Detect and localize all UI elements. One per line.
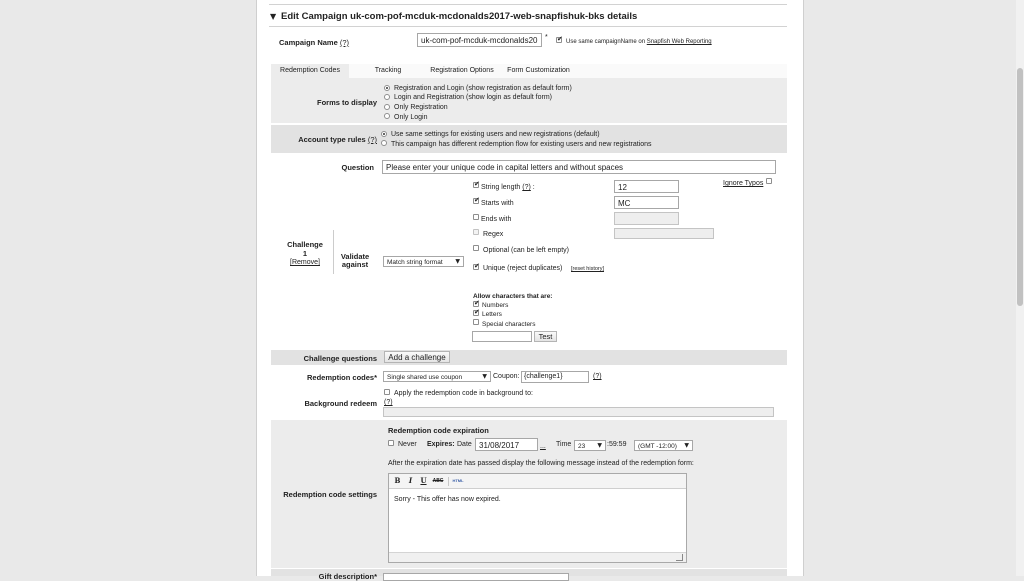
- account-rules-different-flow-radio[interactable]: [381, 140, 387, 146]
- expiration-title: Redemption code expiration: [388, 426, 489, 435]
- dropdown-arrow-icon: ▼: [684, 442, 689, 449]
- timezone-value: (GMT -12:00): [638, 443, 677, 450]
- never-expires-label: Never: [398, 441, 417, 448]
- validate-against-select[interactable]: [383, 256, 464, 267]
- challenge-label: [283, 240, 327, 258]
- expires-label: Expires:: [427, 441, 455, 448]
- underline-button[interactable]: U: [420, 476, 427, 485]
- redemption-code-settings-label: Redemption code settings: [283, 490, 377, 499]
- expiration-message-text[interactable]: Sorry - This offer has now expired.: [394, 496, 501, 503]
- forms-option-registration-login-label: Registration and Login (show registration as default form): [394, 85, 572, 92]
- tab-redemption-codes[interactable]: Redemption Codes: [271, 64, 349, 78]
- expiration-message-editor: [388, 473, 687, 563]
- allow-special-checkbox[interactable]: [473, 319, 479, 325]
- optional-checkbox[interactable]: [473, 245, 479, 251]
- snapfish-web-reporting-link[interactable]: Snapfish Web Reporting: [646, 39, 712, 45]
- string-length-colon: :: [532, 184, 535, 191]
- timezone-select[interactable]: [634, 440, 693, 451]
- forms-option-registration-login-radio[interactable]: [384, 85, 390, 91]
- forms-option-login-registration-label: Login and Registration (show login as default form): [394, 94, 552, 101]
- resize-handle-icon[interactable]: [676, 554, 683, 561]
- background-redeem-help-link[interactable]: (?): [384, 399, 393, 406]
- unique-checkbox[interactable]: [473, 264, 479, 270]
- campaign-name-required-mark: *: [545, 34, 548, 41]
- redemption-codes-label: Redemption codes*: [306, 373, 377, 382]
- dropdown-arrow-icon: ▼: [597, 442, 602, 449]
- coupon-label: Coupon:: [493, 373, 520, 380]
- remove-challenge-link[interactable]: [Remove]: [290, 259, 320, 266]
- question-label: Question: [341, 163, 374, 172]
- allow-numbers-checkbox[interactable]: [473, 301, 479, 307]
- minute-seconds-label: :59:59: [607, 441, 627, 448]
- ends-with-input[interactable]: [614, 212, 679, 225]
- toolbar-separator: [448, 477, 449, 486]
- regex-label: Regex: [483, 231, 504, 238]
- redemption-codes-value: Single shared use coupon: [387, 374, 463, 381]
- string-length-checkbox[interactable]: [473, 182, 479, 188]
- starts-with-checkbox[interactable]: [473, 198, 479, 204]
- account-rules-same-settings-label: Use same settings for existing users and new registrations (default): [391, 131, 600, 138]
- allow-characters-label: Allow characters that are:: [473, 293, 553, 300]
- page-content: [256, 0, 804, 581]
- allow-letters-checkbox[interactable]: [473, 310, 479, 316]
- ends-with-checkbox[interactable]: [473, 214, 479, 220]
- html-source-button[interactable]: HTML: [452, 478, 464, 483]
- optional-label: Optional (can be left empty): [483, 247, 569, 254]
- redemption-codes-select[interactable]: [383, 371, 491, 382]
- campaign-name-label: [279, 38, 349, 47]
- italic-button[interactable]: I: [408, 476, 413, 485]
- forms-option-only-registration-label: Only Registration: [394, 104, 448, 111]
- test-input[interactable]: [472, 331, 532, 342]
- ignore-typos-checkbox[interactable]: [766, 178, 772, 184]
- background-redeem-checkbox-label: Apply the redemption code in background to:: [394, 390, 533, 397]
- gift-description-label: Gift description*: [318, 572, 377, 581]
- date-label: Date: [457, 441, 472, 448]
- forms-option-only-login-radio[interactable]: [384, 113, 390, 119]
- forms-to-display-label: Forms to display: [316, 98, 377, 107]
- forms-option-login-registration-radio[interactable]: [384, 94, 390, 100]
- starts-with-input[interactable]: MC: [614, 196, 679, 209]
- regex-checkbox[interactable]: [473, 229, 479, 235]
- tab-form-customization[interactable]: Form Customization: [507, 67, 570, 74]
- background-redeem-checkbox[interactable]: [384, 389, 390, 395]
- account-type-rules-label-text: Account type rules: [298, 135, 366, 144]
- allow-numbers-label: Numbers: [482, 302, 509, 309]
- dropdown-arrow-icon: ▼: [482, 373, 487, 380]
- background-redeem-input[interactable]: [383, 407, 774, 417]
- bold-button[interactable]: B: [394, 476, 401, 485]
- add-challenge-button[interactable]: Add a challenge: [384, 351, 450, 363]
- collapse-triangle-icon[interactable]: ▼: [270, 12, 277, 21]
- background-redeem-label: Background redeem: [304, 399, 377, 408]
- challenge-divider: [333, 230, 334, 274]
- tab-tracking[interactable]: Tracking: [374, 67, 402, 74]
- title-divider: [269, 26, 787, 27]
- expiration-hour-select[interactable]: [574, 440, 606, 451]
- forms-option-only-registration-radio[interactable]: [384, 104, 390, 110]
- unique-label: Unique (reject duplicates): [483, 265, 563, 272]
- strikethrough-button[interactable]: ABC: [432, 478, 444, 484]
- redemption-codes-help-link[interactable]: (?): [593, 373, 602, 380]
- never-expires-checkbox[interactable]: [388, 440, 394, 446]
- validate-against-label: Validate against: [340, 252, 370, 269]
- string-length-input[interactable]: 12: [614, 180, 679, 193]
- reset-history-link[interactable]: [reset history]: [571, 266, 605, 272]
- account-rules-same-settings-radio[interactable]: [381, 131, 387, 137]
- validate-against-value: Match string format: [387, 259, 443, 266]
- campaign-name-label-text: Campaign Name: [279, 38, 338, 47]
- string-length-help-link[interactable]: (?): [522, 184, 531, 191]
- starts-with-label: Starts with: [481, 200, 514, 207]
- challenge-label-text: Challenge: [287, 240, 323, 249]
- expiration-date-input[interactable]: 31/08/2017: [475, 438, 538, 451]
- test-button[interactable]: Test: [534, 331, 557, 342]
- allow-letters-label: Letters: [482, 311, 502, 318]
- gift-description-input[interactable]: [383, 573, 569, 581]
- tab-registration-options[interactable]: Registration Options: [430, 67, 494, 74]
- string-length-text: String length: [481, 184, 521, 191]
- campaign-name-help-link[interactable]: (?): [339, 38, 350, 47]
- account-type-rules-label: [271, 135, 377, 144]
- same-campaign-name-checkbox[interactable]: [556, 37, 562, 43]
- time-label: Time: [556, 441, 572, 448]
- coupon-input[interactable]: {challenge1}: [521, 371, 589, 383]
- expiration-hour-value: 23: [578, 443, 586, 450]
- scrollbar-thumb[interactable]: [1017, 68, 1023, 306]
- forms-option-only-login-label: Only Login: [394, 114, 428, 121]
- string-length-label: [481, 184, 535, 191]
- dropdown-arrow-icon: ▼: [455, 258, 460, 265]
- allow-special-label: Special characters: [482, 321, 536, 328]
- expiration-message-label: After the expiration date has passed display the following message instead of the redemption form:: [388, 460, 694, 467]
- regex-input[interactable]: [614, 228, 714, 239]
- ignore-typos-link[interactable]: Ignore Typos: [723, 180, 764, 187]
- same-campaign-name-label: [566, 39, 712, 45]
- vertical-scrollbar[interactable]: [1016, 0, 1024, 576]
- top-divider: [269, 4, 787, 5]
- campaign-name-input[interactable]: uk-com-pof-mcduk-mcdonalds20: [417, 33, 542, 47]
- section-title: Edit Campaign uk-com-pof-mcduk-mcdonalds2017-web-snapfishuk-bks details: [281, 11, 638, 22]
- account-rules-different-flow-label: This campaign has different redemption flow for existing users and new registrations: [391, 141, 652, 148]
- same-name-text: Use same campaignName on: [566, 39, 646, 45]
- editor-statusbar: [389, 552, 686, 562]
- date-picker-button[interactable]: ...: [540, 443, 546, 450]
- ends-with-label: Ends with: [481, 216, 512, 223]
- question-input[interactable]: Please enter your unique code in capital letters and without spaces: [382, 160, 776, 174]
- challenge-number: 1: [302, 249, 308, 258]
- challenge-questions-label: Challenge questions: [303, 354, 377, 363]
- account-type-rules-help-link[interactable]: (?): [367, 135, 377, 144]
